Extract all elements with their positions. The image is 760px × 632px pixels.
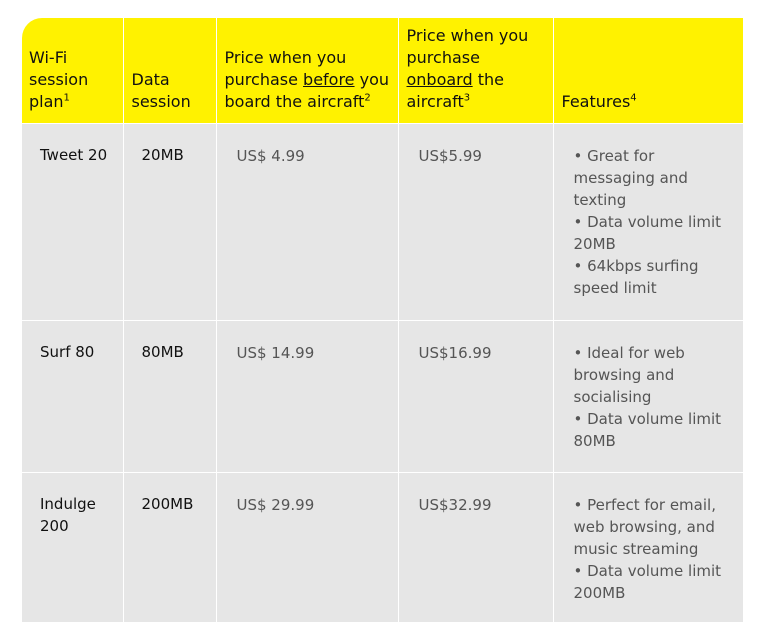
header-price-onboard-text: Price when you purchase [406, 25, 529, 67]
price-before: US$ 29.99 [216, 472, 398, 622]
footnote-2: 2 [364, 92, 371, 104]
features-list [553, 123, 743, 320]
feature-item: • Perfect for email, web browsing, and music streaming [573, 495, 716, 558]
header-price-before-text-end: you board the aircraft [224, 69, 390, 111]
price-onboard: US$16.99 [398, 320, 553, 472]
onboard-link[interactable]: onboard [406, 69, 473, 89]
header-plan-label: Wi-Fi session plan [29, 47, 89, 111]
plan-name: Surf 80 [22, 320, 123, 472]
data-session: 80MB [123, 320, 216, 472]
header-price-onboard-text-end: the aircraft [406, 69, 504, 111]
footnote-4: 4 [630, 92, 637, 104]
header-features [553, 18, 743, 123]
header-price-before [216, 18, 398, 123]
data-session: 20MB [123, 123, 216, 320]
feature-item: • Great for messaging and texting [573, 146, 688, 209]
features-list [553, 472, 743, 622]
table-row [22, 472, 743, 622]
price-before: US$ 4.99 [216, 123, 398, 320]
header-row [22, 18, 743, 123]
price-onboard: US$5.99 [398, 123, 553, 320]
header-data-label: Data session [131, 69, 191, 111]
feature-item: • Ideal for web browsing and socialising [573, 343, 685, 406]
before-link[interactable]: before [303, 69, 355, 89]
wifi-plans-table [22, 18, 743, 622]
features-list [553, 320, 743, 472]
price-onboard: US$32.99 [398, 472, 553, 622]
feature-item: • 64kbps surfing speed limit [573, 256, 699, 297]
table-row [22, 320, 743, 472]
feature-item: • Data volume limit 200MB [573, 561, 722, 602]
table-row [22, 123, 743, 320]
header-price-onboard [398, 18, 553, 123]
header-price-before-text: Price when you purchase [224, 47, 347, 89]
data-session: 200MB [123, 472, 216, 622]
feature-item: • Data volume limit 80MB [573, 409, 722, 450]
footnote-1: 1 [63, 92, 70, 104]
plan-name: Tweet 20 [22, 123, 123, 320]
feature-item: • Data volume limit 20MB [573, 212, 722, 253]
footnote-3: 3 [463, 92, 471, 104]
header-plan [22, 18, 123, 123]
header-features-label: Features [561, 91, 631, 111]
header-data [123, 18, 216, 123]
plan-name: Indulge 200 [22, 472, 123, 622]
price-before: US$ 14.99 [216, 320, 398, 472]
